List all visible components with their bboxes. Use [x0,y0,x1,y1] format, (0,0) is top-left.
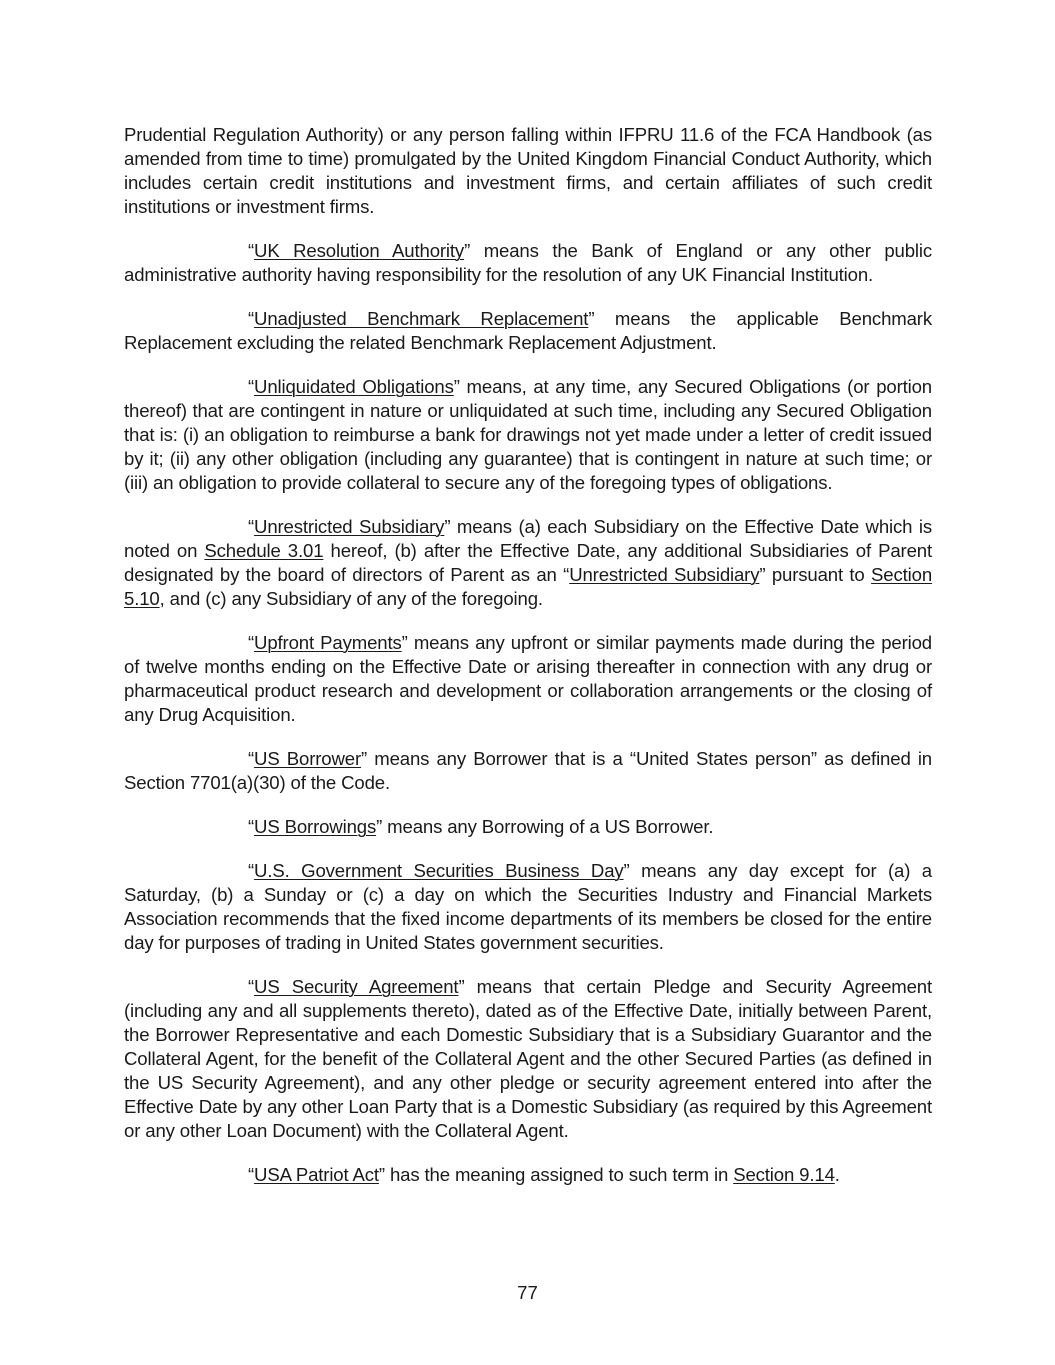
defined-term: U.S. Government Securities Business Day [254,860,624,881]
document-body [124,123,932,1207]
defined-term: Unadjusted Benchmark Replacement [254,308,589,329]
paragraph-text: “ [248,1164,255,1185]
defined-term: UK Resolution Authority [254,240,465,261]
definition-paragraph [124,239,932,287]
defined-term: US Security Agreement [254,976,459,997]
paragraph-text: ” means, at any time, any Secured Obligations (or portion thereof) that are contingent in nature or unliquidated at such time, including any Secured Obligation that is: (i) an obligation to reimburse a bank for drawings not yet made under a letter of credit issued by it; (ii) any other obligation (including any guarantee) that is contingent in nature at such time; or (iii) an obligation to provide collateral to secure any of the foregoing types of obligations. [124,376,932,493]
paragraph-text: “ [248,240,255,261]
paragraph-text: “ [248,976,255,997]
paragraph-text: Prudential Regulation Authority) or any person falling within IFPRU 11.6 of the FCA Handbook (as amended from time to time) promulgated by the United Kingdom Financial Conduct Authority, which includes certain credit institutions and investment firms, and certain affiliates of such credit institutions or investment firms. [124,124,932,217]
definition-paragraph [124,375,932,495]
defined-term: Section 5.10 [124,564,933,609]
definition-paragraph [124,859,932,955]
paragraph-text: “ [248,632,255,653]
definition-paragraph [124,123,932,219]
paragraph-text: ” means any Borrowing of a US Borrower. [376,816,714,837]
definition-paragraph [124,1163,932,1187]
defined-term: Upfront Payments [254,632,402,653]
paragraph-text: ” means any day except for (a) a Saturday, (b) a Sunday or (c) a day on which the Securities Industry and Financial Markets Association recommends that the fixed income departments of its members be closed for the entire day for purposes of trading in United States government securities. [124,860,933,953]
paragraph-text: ” means any upfront or similar payments made during the period of twelve months ending on the Effective Date or arising thereafter in connection with any drug or pharmaceutical product research and development or collaboration arrangements or the closing of any Drug Acquisition. [124,632,932,725]
defined-term: Unliquidated Obligations [254,376,454,397]
paragraph-text: . [834,1164,840,1185]
paragraph-text: ” pursuant to [759,564,872,585]
paragraph-text: “ [248,308,255,329]
paragraph-text: , and (c) any Subsidiary of any of the foregoing. [159,588,543,609]
definition-paragraph [124,631,932,727]
defined-term: US Borrower [254,748,361,769]
definition-paragraph [124,975,932,1143]
definition-paragraph [124,307,932,355]
definition-paragraph [124,747,932,795]
paragraph-text: “ [248,376,255,397]
paragraph-text: “ [248,516,255,537]
definition-paragraph [124,515,932,611]
paragraph-text: ” has the meaning assigned to such term in [378,1164,734,1185]
paragraph-text: ” means the Bank of England or any other public administrative authority having responsibility for the resolution of any UK Financial Institution. [124,240,932,285]
paragraph-text: “ [248,860,255,881]
paragraph-text: ” means any Borrower that is a “United States person” as defined in Section 7701(a)(30) of the Code. [124,748,932,793]
paragraph-text: “ [248,816,255,837]
defined-term: USA Patriot Act [254,1164,379,1185]
defined-term: Section 9.14 [733,1164,835,1185]
defined-term: Unrestricted Subsidiary [254,516,445,537]
paragraph-text: hereof, (b) after the Effective Date, any additional Subsidiaries of Parent designated by the board of directors of Parent as an “ [124,540,932,585]
paragraph-text: ” means the applicable Benchmark Replacement excluding the related Benchmark Replacement Adjustment. [124,308,932,353]
definition-paragraph [124,815,932,839]
paragraph-text: ” means that certain Pledge and Security Agreement (including any and all supplements thereto), dated as of the Effective Date, initially between Parent, the Borrower Representative and each Domestic Subsidiary that is a Subsidiary Guarantor and the Collateral Agent, for the benefit of the Collateral Agent and the other Secured Parties (as defined in the US Security Agreement), and any other pledge or security agreement entered into after the Effective Date by any other Loan Party that is a Domestic Subsidiary (as required by this Agreement or any other Loan Document) with the Collateral Agent. [124,976,932,1141]
defined-term: Unrestricted Subsidiary [569,564,760,585]
defined-term: Schedule 3.01 [204,540,324,561]
paragraph-text: ” means (a) each Subsidiary on the Effective Date which is noted on [124,516,933,561]
paragraph-text: “ [248,748,255,769]
page-number: 77 [517,1282,538,1303]
defined-term: US Borrowings [254,816,377,837]
